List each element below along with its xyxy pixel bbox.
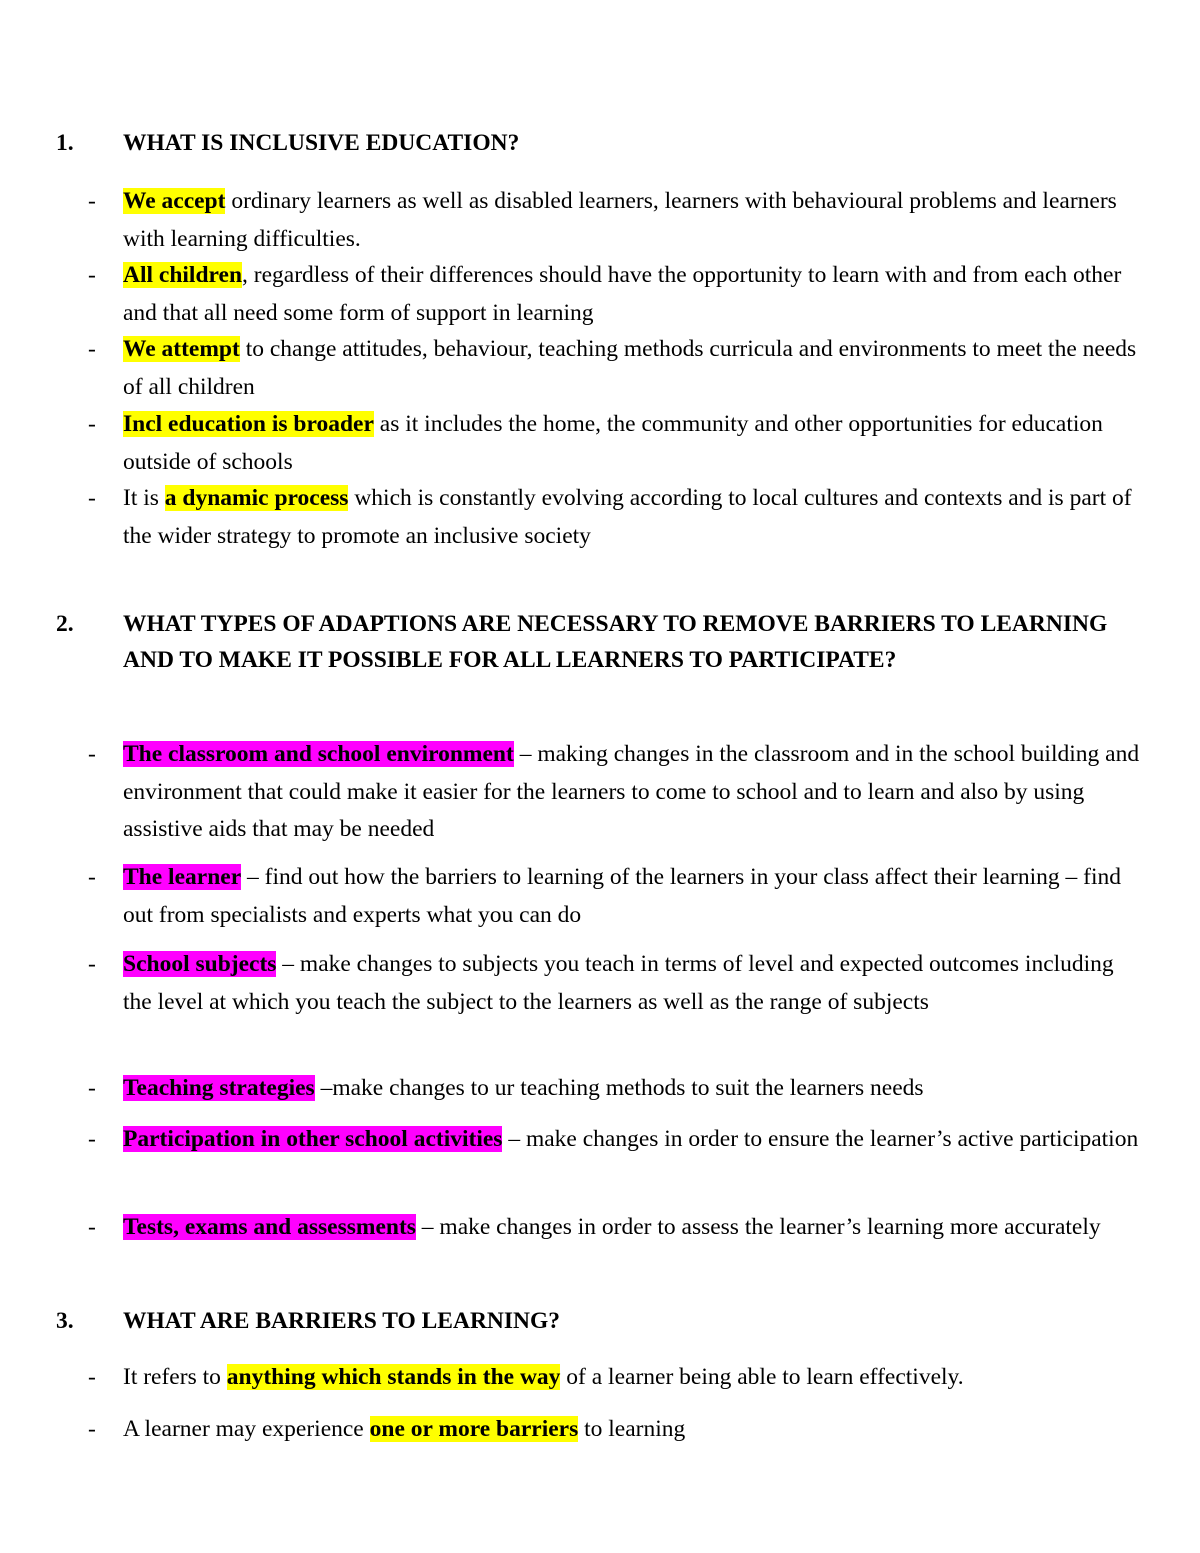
bullet-dash: - bbox=[88, 1126, 96, 1152]
highlighted-phrase: We accept bbox=[123, 188, 226, 214]
text-segment: – make changes to subjects you teach in terms of level and expected outcomes including the level at which you teach the subject to the learners as well as the range of subjects bbox=[123, 951, 1114, 1015]
highlighted-phrase: The classroom and school environment bbox=[123, 741, 514, 767]
text-segment: It refers to bbox=[123, 1364, 227, 1390]
text-segment: to change attitudes, behaviour, teaching methods curricula and environments to meet the needs of all children bbox=[123, 336, 1137, 400]
highlighted-phrase: We attempt bbox=[123, 336, 240, 362]
list-item-text bbox=[123, 1121, 1148, 1159]
highlighted-phrase: one or more barriers bbox=[369, 1416, 579, 1442]
bullet-dash: - bbox=[88, 864, 96, 890]
highlighted-phrase: School subjects bbox=[123, 951, 277, 977]
bullet-dash: - bbox=[88, 262, 96, 288]
list-item-text bbox=[123, 406, 1148, 481]
highlighted-phrase: a dynamic process bbox=[164, 485, 349, 511]
text-segment: – find out how the barriers to learning of the learners in your class affect their learning – find out from specialists and experts what you can do bbox=[123, 864, 1121, 928]
highlighted-phrase: Teaching strategies bbox=[123, 1075, 315, 1101]
text-segment: as it includes the home, the community and other opportunities for education outside of schools bbox=[123, 411, 1103, 475]
text-segment: – make changes in order to ensure the learner’s active participation bbox=[502, 1126, 1139, 1152]
highlighted-phrase: All children bbox=[123, 262, 243, 288]
list-item-text bbox=[123, 331, 1148, 406]
text-segment: It is bbox=[123, 485, 165, 511]
text-segment: ordinary learners as well as disabled learners, learners with behavioural problems and learners with learning difficulties. bbox=[123, 188, 1117, 252]
section-number: 1. bbox=[56, 130, 74, 156]
list-item-text bbox=[123, 257, 1148, 332]
text-segment: – make changes in order to assess the learner’s learning more accurately bbox=[415, 1214, 1101, 1240]
text-segment: which is constantly evolving according to local cultures and contexts and is part of the wider strategy to promote an inclusive society bbox=[123, 485, 1132, 549]
text-segment: to learning bbox=[578, 1416, 686, 1442]
bullet-dash: - bbox=[88, 485, 96, 511]
text-segment: A learner may experience bbox=[123, 1416, 370, 1442]
highlighted-phrase: anything which stands in the way bbox=[226, 1364, 561, 1390]
section-title: WHAT TYPES OF ADAPTIONS ARE NECESSARY TO REMOVE BARRIERS TO LEARNING AND TO MAKE IT POSSIBLE FOR ALL LEARNERS TO PARTICIPATE? bbox=[123, 611, 1108, 673]
highlighted-phrase: Participation in other school activities bbox=[123, 1126, 503, 1152]
section-number: 2. bbox=[56, 611, 74, 637]
bullet-dash: - bbox=[88, 336, 96, 362]
bullet-dash: - bbox=[88, 951, 96, 977]
bullet-dash: - bbox=[88, 1075, 96, 1101]
bullet-dash: - bbox=[88, 1416, 96, 1442]
bullet-dash: - bbox=[88, 411, 96, 437]
list-item-text bbox=[123, 1411, 1148, 1449]
list-item-text bbox=[123, 859, 1148, 934]
list-item-text bbox=[123, 1209, 1148, 1247]
list-item-text bbox=[123, 1359, 1148, 1397]
text-segment: of a learner being able to learn effectively. bbox=[560, 1364, 964, 1390]
text-segment: – making changes in the classroom and in the school building and environment that could make it easier for the learners to come to school and to learn and also by using assistive aids that may be needed bbox=[123, 741, 1140, 842]
bullet-dash: - bbox=[88, 188, 96, 214]
list-item-text bbox=[123, 1070, 1148, 1108]
bullet-dash: - bbox=[88, 1364, 96, 1390]
list-item-text bbox=[123, 736, 1148, 849]
text-segment: , regardless of their differences should have the opportunity to learn with and from each other and that all need some form of support in learning bbox=[123, 262, 1122, 326]
section-title: WHAT ARE BARRIERS TO LEARNING? bbox=[123, 1308, 561, 1334]
bullet-dash: - bbox=[88, 741, 96, 767]
list-item-text bbox=[123, 480, 1148, 555]
section-number: 3. bbox=[56, 1308, 74, 1334]
text-segment: –make changes to ur teaching methods to suit the learners needs bbox=[314, 1075, 924, 1101]
list-item-text bbox=[123, 183, 1148, 258]
highlighted-phrase: Tests, exams and assessments bbox=[123, 1214, 416, 1240]
highlighted-phrase: Incl education is broader bbox=[123, 411, 374, 437]
list-item-text bbox=[123, 946, 1148, 1021]
bullet-dash: - bbox=[88, 1214, 96, 1240]
section-title: WHAT IS INCLUSIVE EDUCATION? bbox=[123, 130, 520, 156]
highlighted-phrase: The learner bbox=[123, 864, 242, 890]
